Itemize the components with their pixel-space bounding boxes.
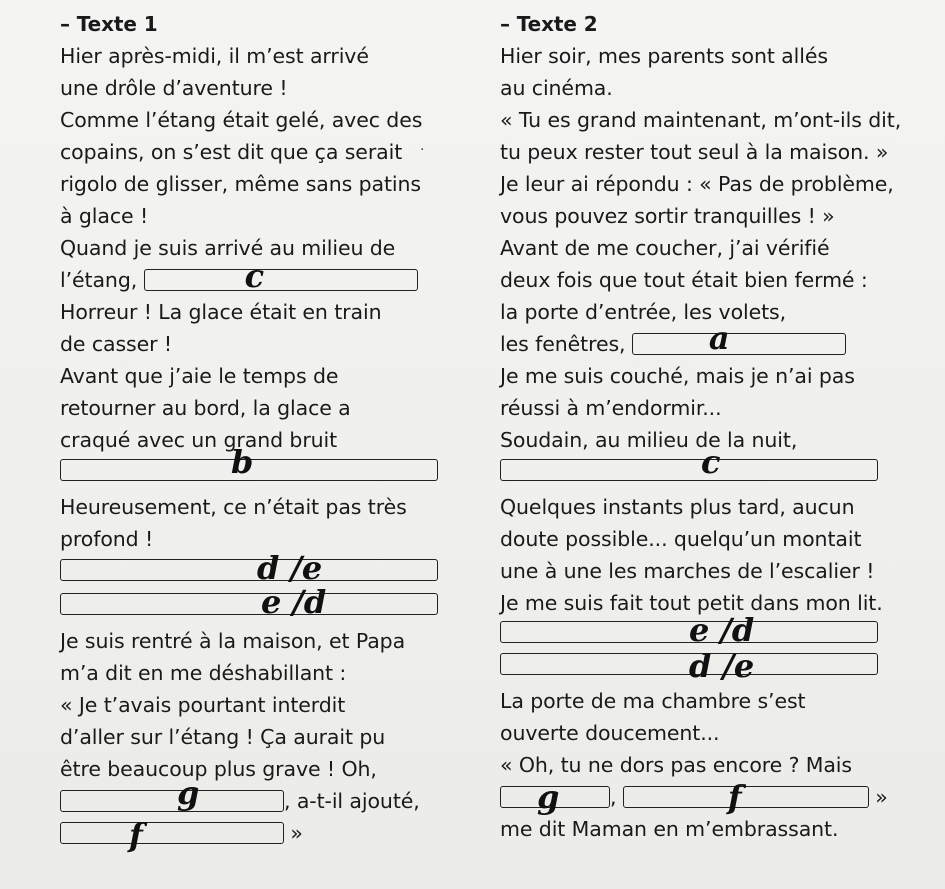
texte-1-answer-row [60, 549, 450, 591]
texte-2-line: La porte de ma chambre s’est [500, 689, 806, 713]
texte-2-line: me dit Maman en m’embrassant. [500, 817, 839, 841]
texte-1-line: Hier après-midi, il m’est arrivé [60, 44, 369, 68]
handwritten-answer: c [701, 443, 721, 481]
texte-1-line: profond ! [60, 527, 154, 551]
texte-2-column [500, 8, 920, 845]
handwritten-answer: f [727, 778, 742, 816]
texte-2-line: Soudain, au milieu de la nuit, [500, 428, 798, 452]
answer-box-5[interactable] [60, 774, 284, 812]
handwritten-answer: a [708, 319, 730, 357]
texte-1-line [60, 774, 450, 817]
texte-2-line: Je me suis couché, mais je n’ai pas [500, 364, 855, 388]
texte-1-line: retourner au bord, la glace a [60, 396, 351, 420]
texte-2-line: Je me suis fait tout petit dans mon lit. [500, 591, 883, 615]
texte-2-answer-row [500, 443, 920, 491]
texte-1-line: de casser ! [60, 332, 173, 356]
answer-box-8[interactable] [500, 443, 878, 481]
texte-1-line: Heureusement, ce n’était pas très [60, 495, 407, 519]
texte-1-line [60, 257, 450, 296]
texte-1-line: Je suis rentré à la maison, et Papa [60, 629, 406, 653]
answer-box-10[interactable] [500, 647, 878, 685]
texte-1-line-text: copains, on s’est dit que ça serait [60, 140, 403, 164]
answer-box-11[interactable] [500, 778, 610, 816]
texte-2-line-text: les fenêtres, [500, 332, 626, 356]
stray-mark: . [420, 138, 425, 154]
texte-2-title: – Texte 2 [500, 12, 598, 36]
handwritten-answer: b [231, 443, 254, 481]
texte-1-line: m’a dit en me déshabillant : [60, 661, 347, 685]
texte-2-line: réussi à m’endormir... [500, 396, 722, 420]
texte-1-answer-row [60, 583, 450, 625]
texte-2-line: une à une les marches de l’escalier ! [500, 559, 875, 583]
texte-1-line: être beaucoup plus grave ! Oh, [60, 757, 377, 781]
answer-box-7[interactable] [632, 319, 846, 357]
answer-box-4[interactable] [60, 583, 438, 621]
texte-2-line-text: , [610, 785, 617, 809]
texte-2-line: Quelques instants plus tard, aucun [500, 495, 855, 519]
handwritten-answer: e /d [689, 611, 755, 649]
texte-2-line [500, 319, 920, 360]
texte-2-line-text: » [875, 785, 888, 809]
texte-1-line: Comme l’étang était gelé, avec des [60, 108, 423, 132]
texte-2-line: « Tu es grand maintenant, m’ont-ils dit, [500, 108, 902, 132]
texte-2-line: « Oh, tu ne dors pas encore ? Mais [500, 753, 852, 777]
answer-box-12[interactable] [623, 778, 869, 816]
texte-1-title: – Texte 1 [60, 12, 158, 36]
texte-1-answer-row [60, 443, 450, 491]
texte-1-line-text: l’étang, [60, 268, 138, 292]
answer-box-2[interactable] [60, 443, 438, 481]
handwritten-answer: e /d [261, 583, 327, 621]
handwritten-answer: d /e [257, 549, 323, 587]
handwritten-answer: g [537, 778, 560, 816]
texte-1-line: craqué avec un grand bruit [60, 428, 338, 452]
texte-2-line: vous pouvez sortir tranquilles ! » [500, 204, 835, 228]
answer-box-1[interactable] [144, 257, 418, 295]
texte-1-line: rigolo de glisser, même sans patins [60, 172, 422, 196]
texte-1-line-text: , a-t-il ajouté, [284, 789, 420, 813]
texte-1-line: Quand je suis arrivé au milieu de [60, 236, 396, 260]
texte-2-line: la porte d’entrée, les volets, [500, 300, 787, 324]
texte-1-line: « Je t’avais pourtant interdit [60, 693, 346, 717]
texte-2-line: doute possible... quelqu’un montait [500, 527, 862, 551]
texte-1-line: d’aller sur l’étang ! Ça aurait pu [60, 725, 386, 749]
texte-1-line: Horreur ! La glace était en train [60, 300, 382, 324]
texte-2-line: au cinéma. [500, 76, 613, 100]
texte-2-line: Avant de me coucher, j’ai vérifié [500, 236, 830, 260]
texte-1-line [60, 136, 450, 168]
texte-1-line-text: » [290, 821, 303, 845]
answer-box-6[interactable] [60, 816, 284, 854]
texte-1-column [60, 8, 450, 854]
texte-2-line: deux fois que tout était bien fermé : [500, 268, 868, 292]
texte-2-line [500, 778, 920, 816]
texte-2-line: tu peux rester tout seul à la maison. » [500, 140, 889, 164]
texte-2-answer-row [500, 647, 920, 685]
handwritten-answer: d /e [689, 647, 755, 685]
texte-2-line: Hier soir, mes parents sont allés [500, 44, 828, 68]
handwritten-answer: f [129, 816, 143, 854]
answer-box-3[interactable] [60, 549, 438, 587]
texte-1-line: à glace ! [60, 204, 149, 228]
texte-2-line: ouverte doucement... [500, 721, 720, 745]
texte-1-line: une drôle d’aventure ! [60, 76, 288, 100]
texte-1-line: Avant que j’aie le temps de [60, 364, 339, 388]
handwritten-answer: g [177, 774, 200, 812]
answer-box-9[interactable] [500, 611, 878, 649]
texte-1-line [60, 816, 450, 854]
handwritten-answer: c [244, 257, 264, 295]
texte-2-line: Je leur ai répondu : « Pas de problème, [500, 172, 894, 196]
